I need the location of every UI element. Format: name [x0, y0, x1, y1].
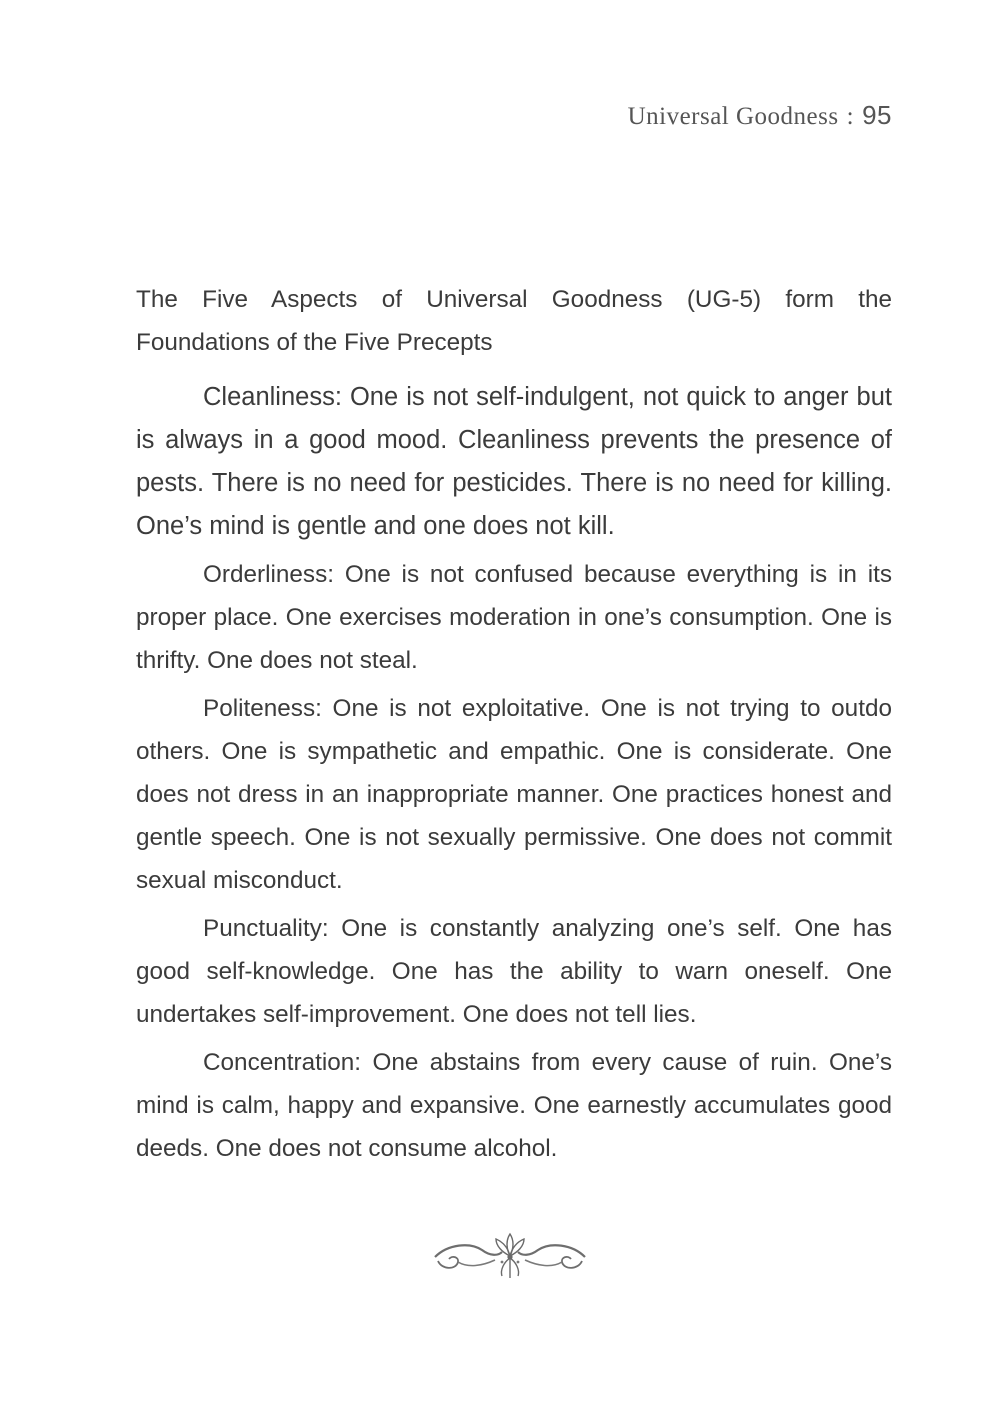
- paragraph-text: One is constantly analyzing one’s self. One has good self-knowledge. One has the ability to warn oneself. One undertakes self-improvement. One does not tell lies.: [136, 915, 892, 1028]
- paragraph-text: One is not confused because everything is in its proper place. One exercises moderation in one’s consumption. One is thrifty. One does not steal.: [136, 561, 892, 674]
- paragraph-text: One abstains from every cause of ruin. One’s mind is calm, happy and expansive. One earnestly accumulates good deeds. One does not consume alcohol.: [136, 1049, 892, 1162]
- paragraph-concentration: [136, 1041, 892, 1170]
- paragraph-label: Cleanliness:: [203, 383, 342, 411]
- paragraph-text: One is not self-indulgent, not quick to anger but is always in a good mood. Cleanliness prevents the presence of pests. There is no need for pesticides. There is no need for killing. One’s mind is gentle and one does not kill.: [136, 383, 892, 540]
- body-text: [136, 278, 892, 1175]
- running-head-separator: :: [846, 103, 855, 130]
- paragraph-label: Concentration:: [203, 1049, 362, 1076]
- paragraph-label: Orderliness:: [203, 561, 334, 588]
- paragraph-orderliness: [136, 553, 892, 682]
- paragraph-punctuality: [136, 907, 892, 1036]
- paragraph-label: Politeness:: [203, 695, 322, 722]
- paragraph-text: One is not exploitative. One is not trying to outdo others. One is sympathetic and empathic. One is considerate. One does not dress in an inappropriate manner. One practices honest and gentle speech. One is not sexually permissive. One does not commit sexual misconduct.: [136, 695, 892, 894]
- running-head: [628, 100, 892, 131]
- paragraph-cleanliness: [136, 376, 892, 548]
- running-head-title: Universal Goodness: [627, 103, 839, 130]
- paragraph-politeness: [136, 687, 892, 902]
- page-number: 95: [862, 100, 892, 130]
- intro-paragraph: The Five Aspects of Universal Goodness (UG-5) form the Foundations of the Five Precepts: [136, 286, 892, 356]
- floral-divider-icon: [330, 1226, 690, 1286]
- paragraph-label: Punctuality:: [203, 915, 329, 942]
